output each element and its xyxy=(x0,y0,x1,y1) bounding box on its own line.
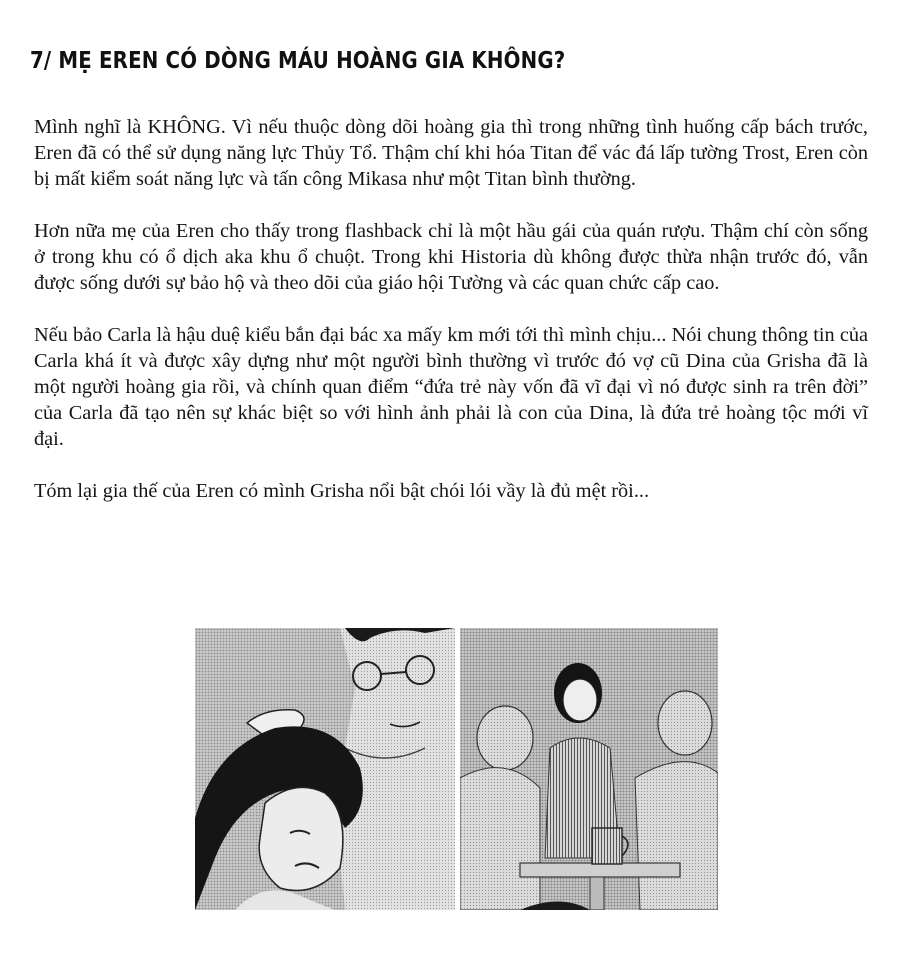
section-heading: 7/ MẸ EREN CÓ DÒNG MÁU HOÀNG GIA KHÔNG? xyxy=(30,48,566,74)
manga-panel-carla-tavern-waitress xyxy=(460,628,718,910)
paragraph-2: Hơn nữa mẹ của Eren cho thấy trong flashback chỉ là một hầu gái của quán rượu. Thậm chí còn sống ở trong khu có ổ dịch aka khu ổ chuột. Trong khi Historia dù không được thừa nhận trước đó, vẫn được sống dưới sự bảo hộ và theo dõi của giáo hội Tường và các quan chức cấp cao. xyxy=(34,220,868,294)
manga-illustration-left xyxy=(195,628,455,910)
manga-panel-grisha-comforting-carla xyxy=(195,628,455,910)
paragraph-1: Mình nghĩ là KHÔNG. Vì nếu thuộc dòng dõi hoàng gia thì trong những tình huống cấp bách trước, Eren đã có thể sử dụng năng lực Thủy Tổ. Thậm chí khi hóa Titan để vác đá lấp tường Trost, Eren còn bị mất kiểm soát năng lực và tấn công Mikasa như một Titan bình thường. xyxy=(34,116,868,190)
paragraph-3: Nếu bảo Carla là hậu duệ kiểu bắn đại bác xa mấy km mới tới thì mình chịu... Nói chung thông tin của Carla khá ít và được xây dựng như một người bình thường vì trước đó vợ cũ Dina của Grisha đã là một người hoàng gia rồi, và chính quan điểm “đứa trẻ này vốn đã vĩ đại vì nó được sinh ra trên đời” của Carla đã tạo nên sự khác biệt so với hình ảnh phải là con của Dina, là đứa trẻ hoàng tộc mới vĩ đại. xyxy=(34,324,868,450)
article-body xyxy=(34,114,868,530)
manga-illustration-right xyxy=(460,628,718,910)
paragraph-4: Tóm lại gia thế của Eren có mình Grisha nổi bật chói lói vầy là đủ mệt rồi... xyxy=(34,480,650,502)
